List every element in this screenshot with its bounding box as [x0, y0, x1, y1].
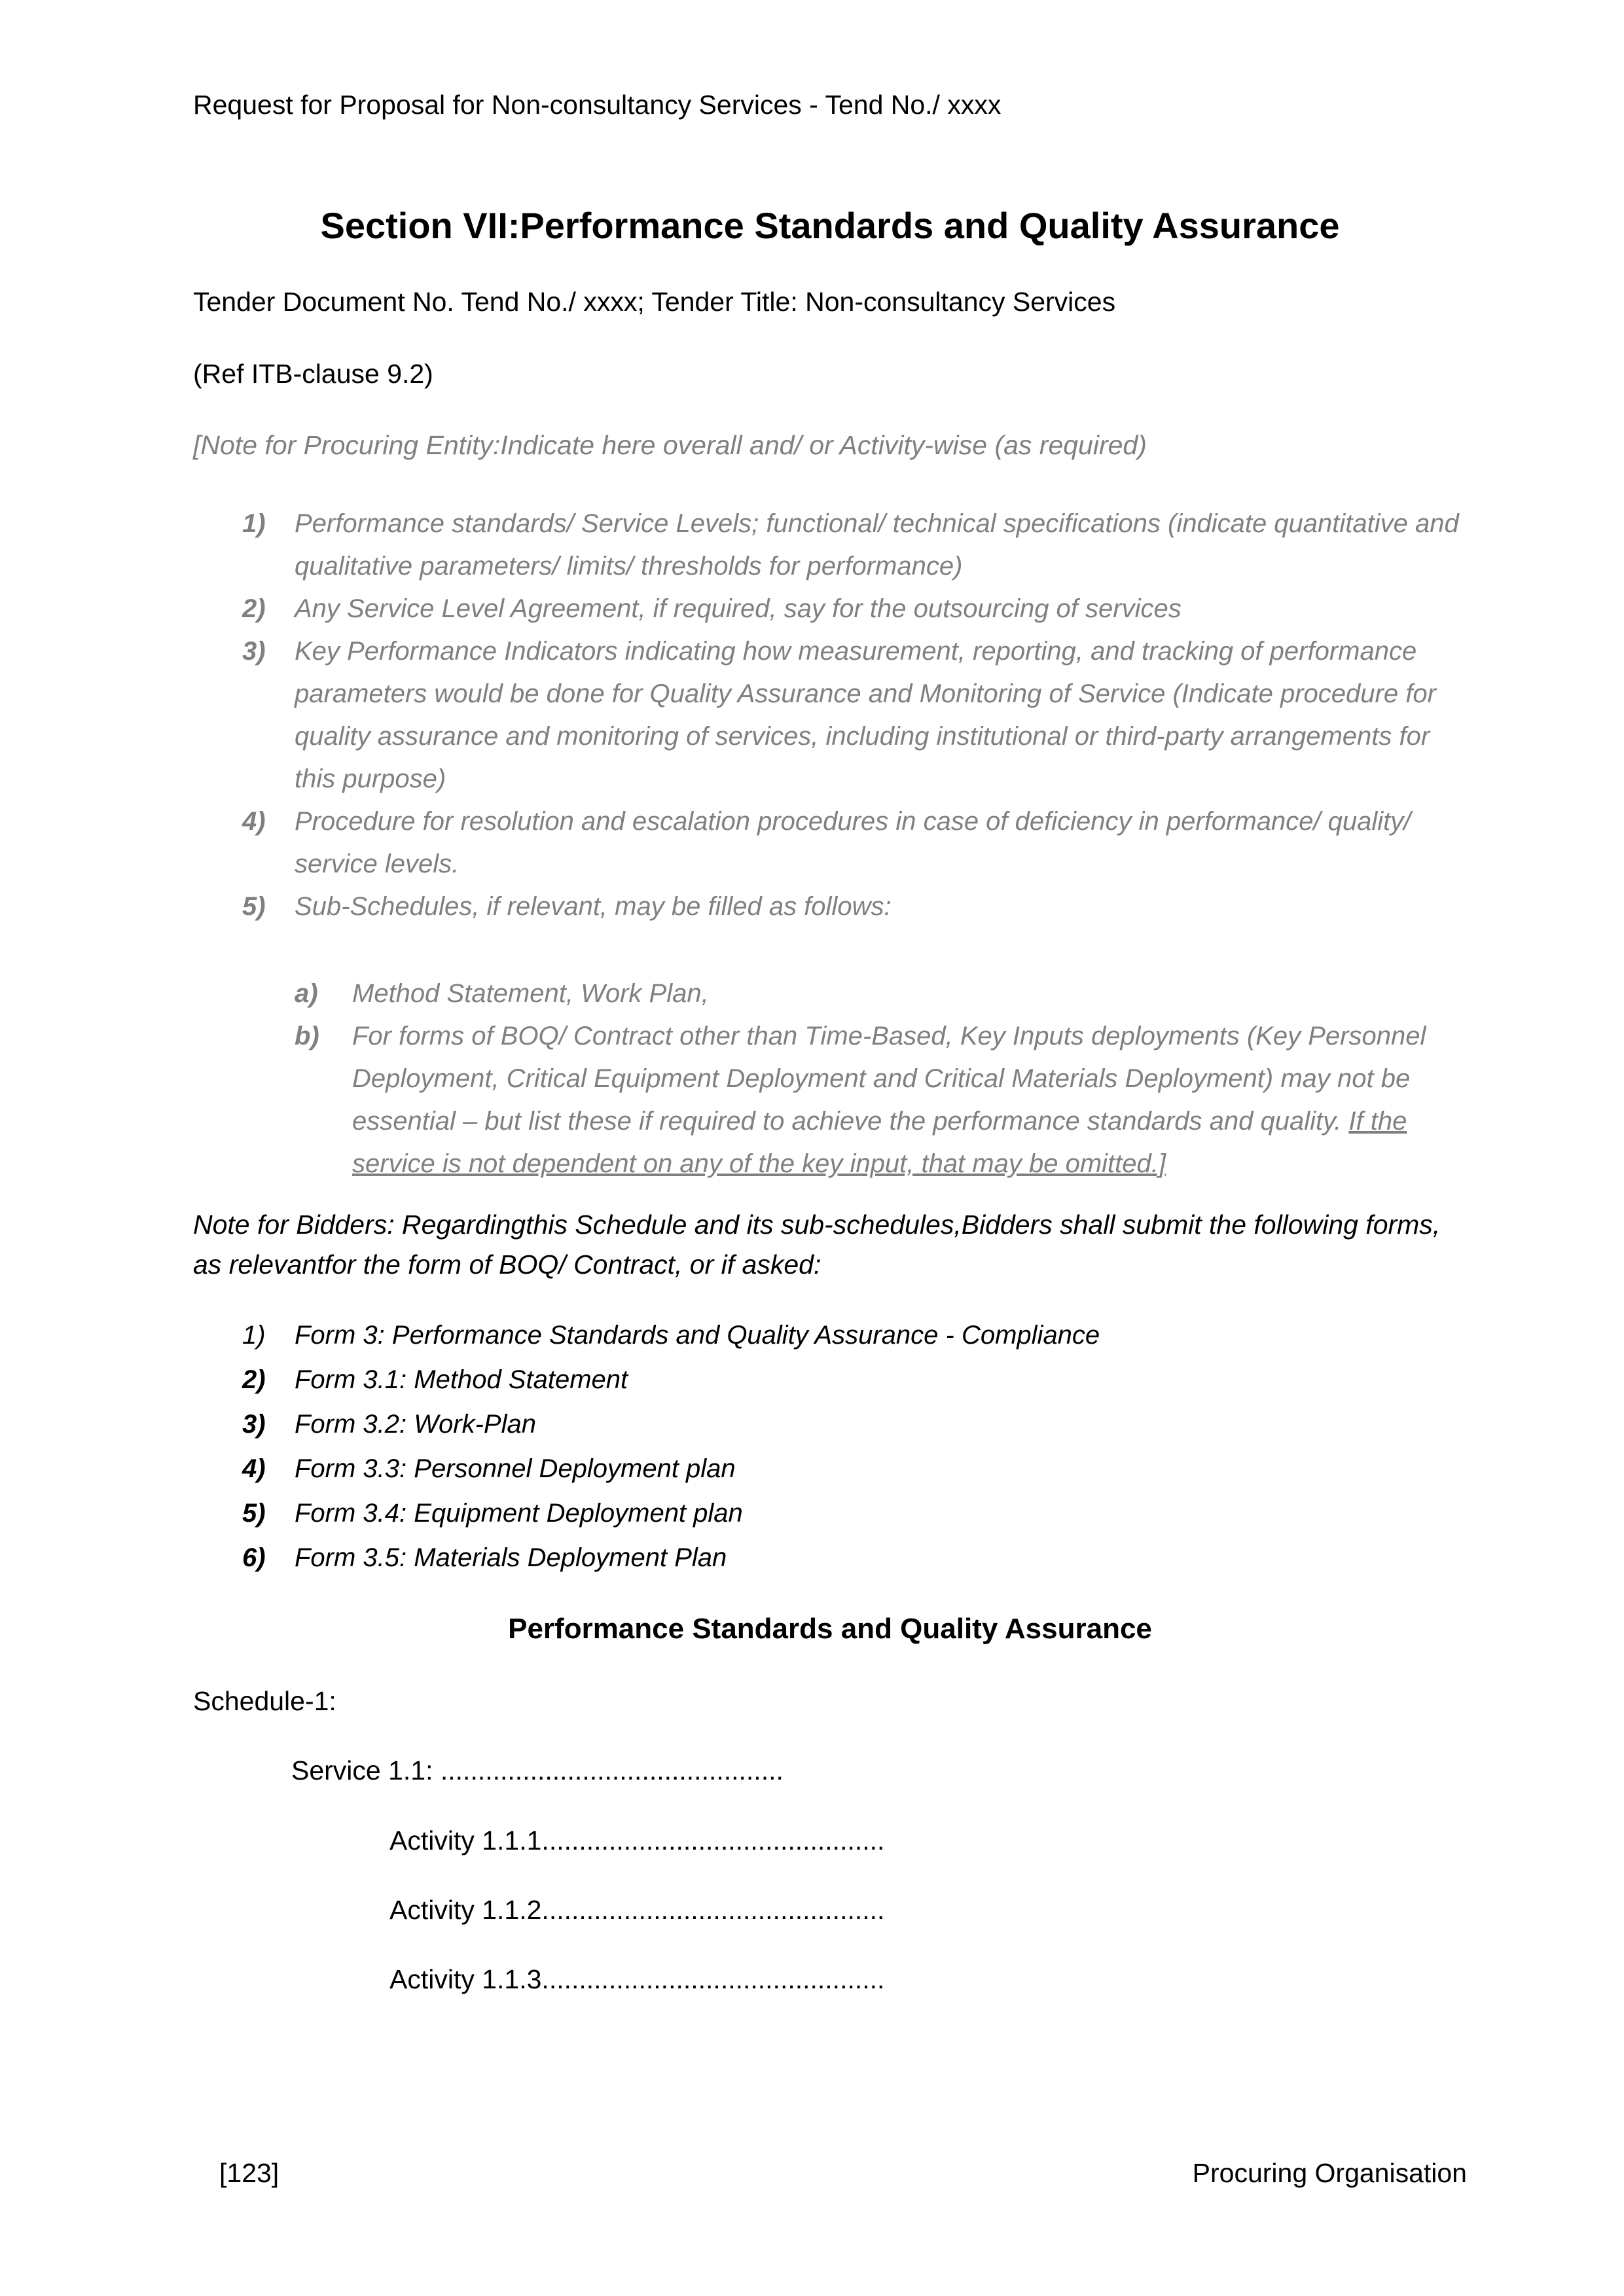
list-item-number: 5): [242, 892, 266, 922]
form-list-item: [242, 1403, 1467, 1446]
form-list-item: [242, 1537, 1467, 1579]
list-item-number: 6): [242, 1543, 266, 1573]
list-item-text: Sub-Schedules, if relevant, may be filled as follows:: [295, 892, 892, 922]
list-item-text: Performance standards/ Service Levels; functional/ technical specifications (indicate quantitative and qualitative parameters/ limits/ thresholds for performance): [295, 509, 1459, 581]
running-header: Request for Proposal for Non-consultancy Services - Tend No./ xxxx: [193, 90, 1001, 120]
subheading: Performance Standards and Quality Assurance: [508, 1613, 1152, 1645]
list-item-text: Key Performance Indicators indicating how measurement, reporting, and tracking of performance parameters would be done for Quality Assurance and Monitoring of Service (Indicate procedure for quality assurance and monitoring of services, including institutional or third-party arrangements for this purpose): [295, 637, 1436, 794]
form-list-item-text: Form 3.5: Materials Deployment Plan: [295, 1543, 727, 1573]
list-item-text: Procedure for resolution and escalation procedures in case of deficiency in performance/ quality/ service levels.: [295, 807, 1411, 879]
list-item-letter: a): [295, 979, 318, 1009]
schedule-label: Schedule-1:: [193, 1686, 336, 1717]
tender-line: Tender Document No. Tend No./ xxxx; Tender Title: Non-consultancy Services: [193, 287, 1116, 317]
procuring-note-list: [242, 503, 1467, 928]
note-for-bidders: Note for Bidders: Regardingthis Schedule and its sub-schedules,Bidders shall submit the following forms, as relevantfor the form of BOQ/ Contract, or if asked:: [193, 1210, 1441, 1280]
form-list-item: [242, 1314, 1467, 1357]
list-item-text: [352, 1015, 1467, 1185]
list-item-number: 1): [242, 1321, 266, 1350]
page-number: [123]: [219, 2158, 280, 2188]
form-list-item-text: Form 3.4: Equipment Deployment plan: [295, 1499, 743, 1528]
list-item-number: 3): [242, 1410, 266, 1439]
list-item-number: 1): [242, 509, 266, 539]
list-item: [242, 886, 1467, 928]
list-item: [242, 630, 1467, 800]
list-item: [242, 588, 1467, 630]
list-item-text-plain: Method Statement, Work Plan,: [352, 979, 709, 1009]
form-list-item-text: Form 3.2: Work-Plan: [295, 1410, 536, 1439]
list-item-text-underlined: If the service is not dependent on any of the key input, that may be omitted.]: [352, 1107, 1407, 1179]
activity-line: Activity 1.1.3..............................................: [389, 1964, 885, 1995]
service-line: Service 1.1: ..............................................: [291, 1755, 784, 1786]
list-item-number: 3): [242, 637, 266, 666]
list-item-letter: b): [295, 1022, 319, 1051]
form-list-item: [242, 1492, 1467, 1535]
sub-schedule-list: [295, 973, 1467, 1185]
activity-line: Activity 1.1.1..............................................: [389, 1825, 885, 1856]
section-title: Section VII:Performance Standards and Quality Assurance: [320, 205, 1340, 247]
form-list-item-text: Form 3.3: Personnel Deployment plan: [295, 1454, 736, 1484]
forms-list: [242, 1314, 1467, 1579]
list-item-text-plain: For forms of BOQ/ Contract other than Time-Based, Key Inputs deployments (Key Personnel Deployment, Critical Equipment Deployment and Critical Materials Deployment) may not be essential – but list these if required to achieve the performance standards and quality.: [352, 1022, 1426, 1136]
list-item-text: [352, 973, 1467, 1015]
list-item: [295, 1015, 1467, 1185]
form-list-item-text: Form 3: Performance Standards and Quality Assurance - Compliance: [295, 1321, 1100, 1350]
list-item-text: Any Service Level Agreement, if required, say for the outsourcing of services: [295, 594, 1182, 624]
list-item-number: 4): [242, 807, 266, 836]
list-item-number: 2): [242, 1365, 266, 1395]
list-item: [242, 800, 1467, 886]
ref-itb-line: (Ref ITB-clause 9.2): [193, 358, 433, 389]
footer-organisation: Procuring Organisation: [1192, 2158, 1467, 2188]
list-item-number: 5): [242, 1499, 266, 1528]
list-item: [242, 503, 1467, 588]
form-list-item: [242, 1359, 1467, 1401]
form-list-item-text: Form 3.1: Method Statement: [295, 1365, 628, 1395]
note-procuring-entity-intro: [Note for Procuring Entity:Indicate here overall and/ or Activity-wise (as required): [193, 429, 1147, 460]
form-list-item: [242, 1448, 1467, 1490]
list-item-number: 2): [242, 594, 266, 624]
list-item-number: 4): [242, 1454, 266, 1484]
list-item: [295, 973, 1467, 1015]
activity-line: Activity 1.1.2..............................................: [389, 1894, 885, 1925]
page-footer: [219, 2157, 1467, 2190]
